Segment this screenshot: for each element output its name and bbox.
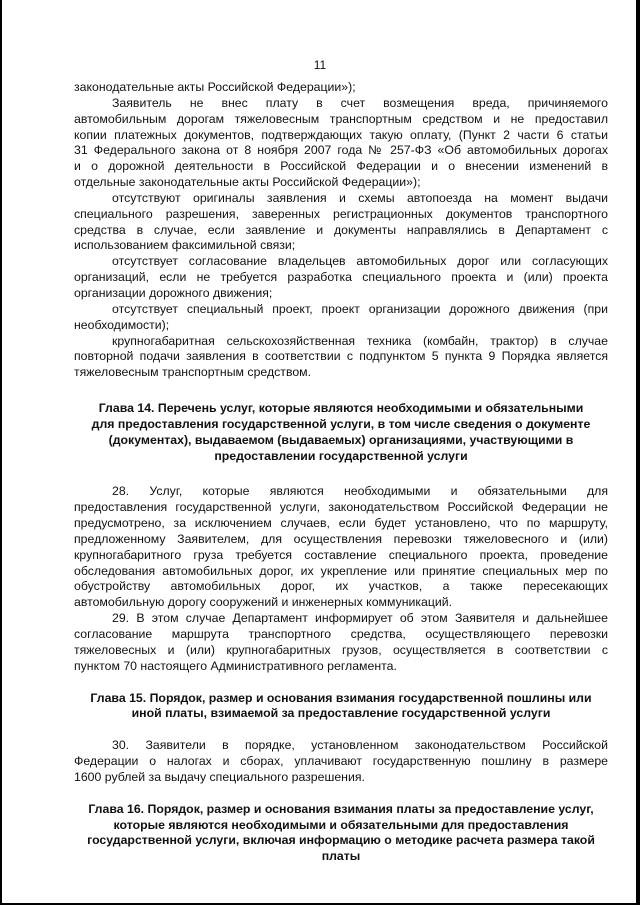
text-line: 30. Заявители в порядке, установленном законодательством Российской [112,738,608,753]
text-line: 28. Услуг, которые являются необходимыми и обязательными для [112,484,608,499]
text-line: повторной подачи заявления в соответствии с подпунктом 5 пункта 9 Порядка является [74,349,608,364]
text-line: 29. В этом случае Департамент информирует об этом Заявителя и дальнейшее [112,611,608,626]
section-heading [74,691,608,723]
text-line: 1600 рублей за выдачу специального разрешения. [74,769,365,784]
heading-line: иной платы, взимаемой за предоставление государственной услуги [131,706,551,721]
text-line: Федерации о налогах и сборах, уплачивают государственную пошлину в размере [74,754,608,769]
text-line: пунктом 70 настоящего Административного регламента. [74,658,397,673]
heading-line: Глава 15. Порядок, размер и основания взимания государственной пошлины или [90,690,592,705]
text-line: 31 Федерального закона от 8 ноября 2007 года № 257-ФЗ «Об автомобильных дорогах [74,143,608,158]
paragraph [74,254,608,302]
heading-line: которые являются необходимыми и обязательными для предоставления [113,817,569,832]
text-line: отдельные законодательные акты Российской Федерации»); [74,175,421,190]
text-line: необходимости); [74,317,170,332]
text-line: копии платежных документов, подтверждающих такую оплату, (Пункт 2 части 6 статьи [74,127,608,142]
text-line: Заявитель не внес плату в счет возмещения вреда, причиняемого [112,95,608,110]
paragraph [74,80,608,96]
block-spacer [74,722,608,738]
heading-line: предоставлении государственной услуги [214,448,468,463]
text-line: отсутствуют оригиналы заявления и схемы автопоезда на момент выдачи [112,190,608,205]
text-line: обследования автомобильных дорог, их укрепление или принятие специальных мер по [74,563,608,578]
heading-line: государственной услуги, включая информацию о методике расчета размера такой [87,833,595,848]
paragraph [74,191,608,254]
text-line: предусмотрено, за исключением случаев, если будет установлено, что по маршруту, [74,516,608,531]
text-line: специального разрешения, заверенных регистрационных документов транспортного [74,206,608,221]
text-line: крупногабаритная сельскохозяйственная техника (комбайн, трактор) в случае [112,333,608,348]
block-spacer [74,786,608,802]
block-spacer [74,464,608,484]
heading-line: для предоставления государственной услуги, в том числе сведения о документе [91,416,591,431]
paragraph [74,302,608,334]
text-line: средства в случае, если заявление и документы направлялись в Департамент с [74,222,608,237]
text-line: и о дорожной деятельности в Российской Федерации и о внесении изменений в [74,159,608,174]
paragraph [74,738,608,786]
heading-line: Глава 14. Перечень услуг, которые являются необходимыми и обязательными [98,401,584,416]
text-line: согласование маршрута транспортного средства, осуществляющего перевозки [74,627,608,641]
paragraph [74,96,608,191]
text-line: законодательные акты Российской Федерации»); [74,80,356,94]
text-line: использованием факсимильной связи; [74,238,296,253]
heading-line: (документах), выдаваемом (выдаваемых) организациями, участвующими в [108,432,574,447]
paragraph [74,334,608,382]
section-heading [74,802,608,865]
text-line: предоставления государственной услуги, законодательством Российской Федерации не [74,500,608,515]
text-line: тяжеловесным транспортным средством. [74,365,312,380]
page-number: 11 [313,58,327,72]
text-line: тяжеловесных и (или) крупногабаритных грузов, осуществляется в соответствии с [74,642,608,657]
heading-line: Глава 16. Порядок, размер и основания взимания платы за предоставление услуг, [88,801,594,816]
block-spacer [74,675,608,691]
scan-edge-left [0,0,2,905]
text-line: крупногабаритного груза требуется составление специального проекта, проведение [74,547,608,562]
scan-edge-right [636,0,640,905]
document-body [74,80,608,865]
text-line: отсутствует специальный проект, проект организации дорожного движения (при [112,301,608,316]
text-line: отсутствует согласование владельцев автомобильных дорог или согласующих [112,254,608,269]
text-line: автомобильным дорогам тяжеловесным транспортным средством и не предоставил [74,111,608,126]
section-heading [74,401,608,464]
text-line: автомобильную дорогу сооружений и инженерных коммуникаций. [74,595,453,610]
heading-line: платы [321,849,361,864]
block-spacer [74,381,608,401]
paragraph [74,484,608,611]
text-line: предложенному Заявителем, для осуществления перевозки тяжеловесного и (или) [74,531,608,546]
text-line: обустройству автомобильных дорог, их участков, а также пересекающих [74,579,608,594]
text-line: организаций, если не требуется разработка специального проекта и (или) проекта [74,270,608,285]
paragraph [74,611,608,674]
text-line: организации дорожного движения; [74,285,273,300]
